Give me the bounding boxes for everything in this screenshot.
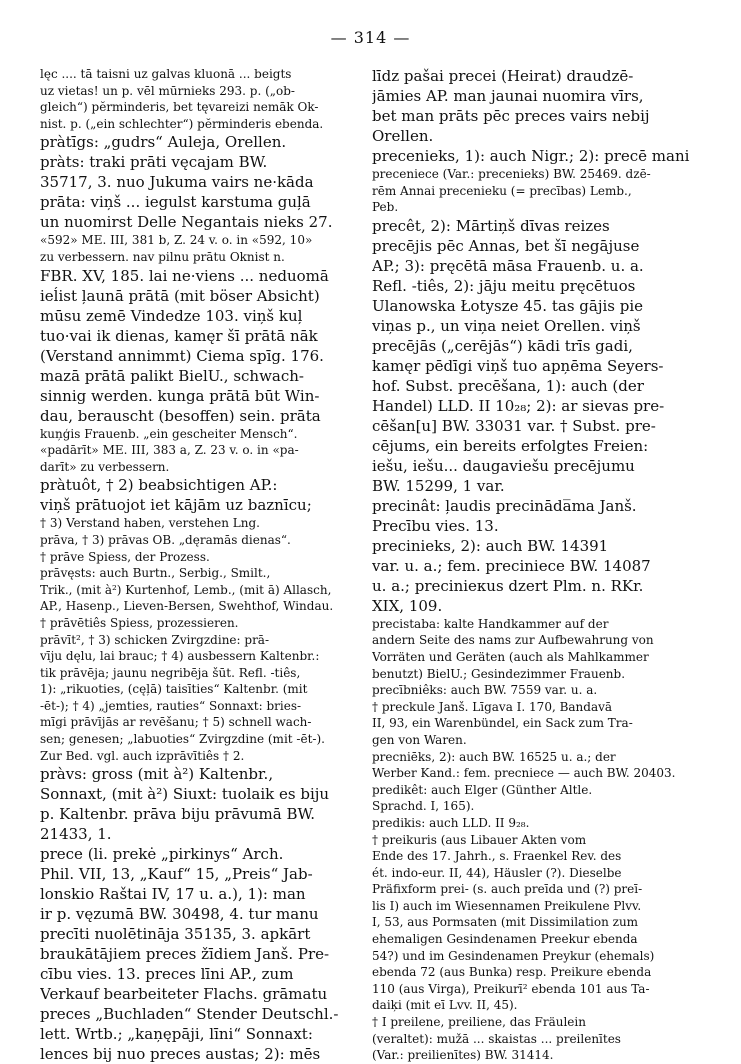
text-line: nist. p. („ein schlechter“) pĕrminderis ebenda. xyxy=(40,116,324,131)
text-line: † prāve Spiess, der Prozess. xyxy=(40,549,210,564)
text-line: -ēt-); † 4) „jemties, rauties“ Sonnaxt: bries- xyxy=(40,698,302,713)
text-line: cēšan[u] BW. 33031 var. † Subst. pre- xyxy=(372,416,656,435)
text-line: ieĺist ļaunā prātā (mit böser Absicht) xyxy=(40,286,320,305)
text-line: 1): „rikuoties, (cęļā) taisīties“ Kaltenbr. (mit xyxy=(40,682,308,697)
page-number: — 314 — xyxy=(330,28,411,47)
text-line: predikêt: auch Elger (Günther Altle. xyxy=(372,782,593,797)
text-line: pràts: traki prāti vęcajam BW. xyxy=(40,153,268,172)
text-line: precniēks, 2): auch BW. 16525 u. a.; der xyxy=(372,749,616,764)
left-column xyxy=(40,66,362,1064)
text-line: ir p. vęzumā BW. 30498, 4. tur manu xyxy=(40,905,319,924)
text-line: hof. Subst. precēšana, 1): auch (der xyxy=(372,376,644,395)
text-line: ét. indo-eur. II, 44), Häusler (?). Dieselbe xyxy=(372,865,622,880)
text-line: p. Kaltenbr. prāva biju prāvumā BW. xyxy=(40,805,316,824)
text-line: 110 (aus Virga), Preikurī² ebenda 101 aus Ta- xyxy=(372,981,650,996)
text-line: ebenda 72 (aus Bunka) resp. Preikure ebenda xyxy=(372,965,652,980)
text-line: Handel) LLD. II 10₂₈; 2): ar sievas pre- xyxy=(372,396,665,415)
text-line: 35717, 3. nuo Jukuma vairs ne·kāda xyxy=(40,173,314,192)
text-line: «padārīt» ME. III, 383 a, Z. 23 v. o. in «pa- xyxy=(40,443,299,458)
text-line: darīt» zu verbessern. xyxy=(40,459,170,474)
text-line: viņas p., un viņa neiet Orellen. viņš xyxy=(372,316,641,335)
text-line: precêt, 2): Mārtiņš dīvas reizes xyxy=(372,216,610,235)
text-line: dau, berauscht (besoffen) sein. prāta xyxy=(40,406,321,425)
text-line: FBR. XV, 185. lai ne·viens ... neduomā xyxy=(40,266,329,285)
text-line: preceniece (Var.: precenieks) BW. 25469. dzē- xyxy=(372,167,651,181)
text-line: (Var.: preilienītes) BW. 31414. xyxy=(372,1048,554,1063)
text-line: ehemaligen Gesindenamen Preekur ebenda xyxy=(372,932,638,947)
text-line: mazā prātā palikt BielU., schwach- xyxy=(40,366,304,385)
text-line: sen; genesen; „labuoties“ Zvirgzdine (mit -ēt-). xyxy=(40,732,325,747)
text-line: AP.; 3): pręcētā māsa Frauenb. u. a. xyxy=(372,256,644,275)
text-line: un nuomirst Delle Negantais nieks 27. xyxy=(40,213,333,232)
text-line: bet man prāts pēc preces vairs nebij xyxy=(372,107,650,125)
text-line: precējās („cerējās“) kādi trīs gadi, xyxy=(372,336,633,355)
text-line: «592» ME. III, 381 b, Z. 24 v. o. in «592, 10» xyxy=(40,233,313,248)
text-line: Sprachd. I, 165). xyxy=(372,799,475,814)
text-line: I, 53, aus Pormsaten (mit Dissimilation zum xyxy=(372,915,639,930)
text-line: Sonnaxt, (mit à²) Siuxt: tuolaik es biju xyxy=(40,785,330,804)
text-line: (Verstand annimmt) Ciema spīg. 176. xyxy=(40,346,324,365)
text-line: u. a.; precinieкus dzert Plm. n. RKr. xyxy=(372,576,644,595)
text-line: gleich“) pĕrminderis, bet tęvareizi nemāk Ok- xyxy=(40,100,319,115)
text-line: rēm Annai precenieku (= precības) Lemb., xyxy=(372,183,632,198)
text-line: prece (li. prekė „pirkinys“ Arch. xyxy=(40,845,284,864)
text-line: precenieks, 1): auch Nigr.; 2): precē mani xyxy=(372,147,690,165)
text-line: Präfixform prei- (s. auch preīda und (?) preī- xyxy=(372,882,643,897)
text-line: † prāvētiês Spiess, prozessieren. xyxy=(40,615,239,630)
text-line: Phil. VII, 13, „Kauf“ 15, „Preis“ Jab- xyxy=(40,865,313,884)
text-line: daiķi (mit eī Lvv. II, 45). xyxy=(372,998,518,1013)
text-line: Zur Bed. vgl. auch izprāvītiês † 2. xyxy=(40,748,245,763)
text-line: † 3) Verstand haben, verstehen Lng. xyxy=(40,516,260,531)
text-line: kuņģis Frauenb. „ein gescheiter Mensch“. xyxy=(40,426,298,441)
text-line: precējis pēc Annas, bet šī negājuse xyxy=(372,236,640,255)
text-line: precistaba: kalte Handkammer auf der xyxy=(372,616,609,631)
text-line: zu verbessern. nav pilnu prātu Oknist n. xyxy=(40,249,285,264)
text-line: vīju dęlu, lai brauc; † 4) ausbessern Kaltenbr.: xyxy=(40,649,320,664)
text-line: prāta: viņš ... iegulst karstuma guļā xyxy=(40,193,311,212)
text-line: precinât: ļaudis precināda̅ma Janš. xyxy=(372,496,637,515)
text-line: braukātājiem preces žīdiem Janš. Pre- xyxy=(40,945,330,964)
text-line: uz vietas! un p. vēl mūrnieks 293. p. („ob- xyxy=(40,83,295,98)
text-line: Peb. xyxy=(372,200,399,215)
text-line: tik prāvēja; jaunu negribēja šūt. Refl. -tiês, xyxy=(40,665,301,680)
text-line: Precību vies. 13. xyxy=(372,516,499,535)
text-line: Trik., (mit à²) Kurtenhof, Lemb., (mit ā) Allasch, xyxy=(40,582,332,597)
text-line: II, 93, ein Warenbündel, ein Sack zum Tra- xyxy=(372,716,633,731)
text-line: jāmies AP. man jaunai nuomira vīrs, xyxy=(372,87,644,105)
text-line: predikis: auch LLD. II 9₂₈. xyxy=(372,815,530,830)
text-line: (veraltet): mužā ... skaistas ... preilenītes xyxy=(372,1031,621,1046)
text-line: tuo·vai ik dienas, kamęr šī prātā nāk xyxy=(40,326,318,345)
text-line: pràvs: gross (mit à²) Kaltenbr., xyxy=(40,765,274,784)
text-line: prāvīt², † 3) schicken Zvirgzdine: prā- xyxy=(40,632,270,647)
text-line: Vorräten und Geräten (auch als Mahlkammer xyxy=(372,649,649,664)
right-column xyxy=(372,66,704,1064)
text-line: prāvęsts: auch Burtn., Serbig., Smilt., xyxy=(40,566,271,581)
text-line: † preikuris (aus Libauer Akten vom xyxy=(372,832,587,847)
text-line: gen von Waren. xyxy=(372,732,467,747)
text-line: † preckule Janš. Līgava I. 170, Bandavā xyxy=(372,699,613,714)
text-line: precīti nuolētināja 35135, 3. apkārt xyxy=(40,925,311,944)
text-line: AP., Hasenp., Lieven-Bersen, Swehthof, Windau. xyxy=(40,599,334,614)
text-line: lonskio Raštai IV, 17 u. a.), 1): man xyxy=(40,885,306,904)
text-line: lences bij nuo preces austas; 2): mēs xyxy=(40,1045,321,1064)
text-line: andern Seite des nams zur Aufbewahrung von xyxy=(372,633,654,648)
text-line: kamęr pēdīgi viņš tuo apņēma Seyers- xyxy=(372,356,664,375)
text-line: mūsu zemē Vindedze 103. viņš kuļ xyxy=(40,306,303,325)
text-line: lęc .... tā taisni uz galvas kluonā ... beigts xyxy=(40,67,292,81)
text-line: cību vies. 13. preces līni AP., zum xyxy=(40,965,294,984)
text-line: BW. 15299, 1 var. xyxy=(372,476,505,495)
text-line: Refl. -tiês, 2): jāju meitu pręcētuos xyxy=(372,276,636,295)
text-line: benutzt) BielU.; Gesindezimmer Frauenb. xyxy=(372,666,626,681)
text-line: Orellen. xyxy=(372,127,434,145)
text-line: Verkauf bearbeiteter Flachs. grāmatu xyxy=(40,985,328,1004)
text-line: cējums, ein bereits erfolgtes Freien: xyxy=(372,436,649,455)
text-line: prāva, † 3) prāvas OB. „dęramās dienas“. xyxy=(40,532,291,547)
text-line: Ulanowska Łotysze 45. tas gājis pie xyxy=(372,296,644,315)
text-line: iešu, iešu... daugaviešu precējumu xyxy=(372,456,635,475)
text-line: 21433, 1. xyxy=(40,825,112,844)
text-line: Ende des 17. Jahrh., s. Fraenkel Rev. des xyxy=(372,849,622,864)
text-line: viņš prātuojot iet kājām uz baznīcu; xyxy=(40,496,312,515)
text-line: preces „Buchladen“ Stender Deutschl.- xyxy=(40,1005,339,1024)
text-line: Werber Kand.: fem. precniece — auch BW. 20403. xyxy=(372,766,676,781)
text-line: precinieks, 2): auch BW. 14391 xyxy=(372,536,609,555)
text-line: mīgi prāvījās ar revēšanu; † 5) schnell wach- xyxy=(40,715,312,730)
text-line: sinnig werden. kunga prātā būt Win- xyxy=(40,386,320,405)
text-line: lis I) auch im Wiesennamen Preikulene Plvv. xyxy=(372,898,642,913)
text-line: pràtīgs: „gudrs“ Auleja, Orellen. xyxy=(40,133,287,152)
text-line: precībniêks: auch BW. 7559 var. u. a. xyxy=(372,683,598,698)
text-line: 54?) und im Gesindenamen Preykur (ehemals) xyxy=(372,948,655,963)
text-line: † I preilene, preiliene, das Fräulein xyxy=(372,1015,586,1030)
text-line: XIX, 109. xyxy=(372,596,443,615)
text-line: pràtuôt, † 2) beabsichtigen AP.: xyxy=(40,476,278,495)
text-line: lett. Wrtb.; „kaņępāji, līni“ Sonnaxt: xyxy=(40,1025,313,1044)
text-line: var. u. a.; fem. preciniece BW. 14087 xyxy=(372,556,651,575)
text-line: līdz pašai precei (Heirat) draudzē- xyxy=(372,67,634,85)
